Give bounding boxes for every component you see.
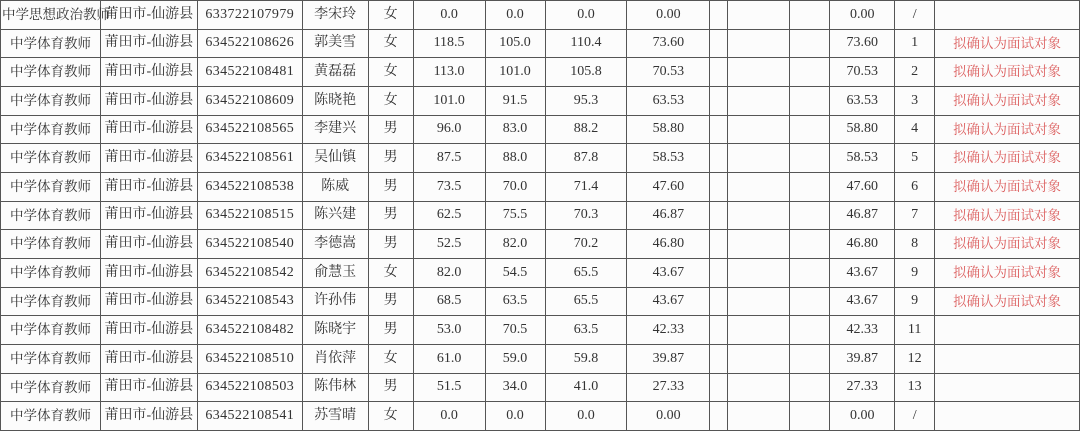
cell-empty-c[interactable] (790, 144, 830, 173)
cell-empty-a[interactable] (710, 230, 728, 259)
cell-empty-a[interactable] (710, 144, 728, 173)
cell-exam-id[interactable]: 634522108540 (197, 230, 302, 259)
score-table-body (1, 1, 1080, 431)
cell-final-score[interactable]: 63.53 (830, 86, 895, 115)
cell-position[interactable]: 中学体育教师 (1, 258, 101, 287)
cell-empty-c[interactable] (790, 344, 830, 373)
cell-name[interactable]: 陈伟林 (302, 373, 368, 402)
cell-empty-c[interactable] (790, 287, 830, 316)
cell-combined-score-100[interactable]: 0.00 (627, 402, 710, 431)
cell-combined-score-150[interactable]: 70.2 (545, 230, 627, 259)
cell-region[interactable]: 莆田市-仙游县 (100, 344, 197, 373)
cell-name[interactable]: 郭美雪 (302, 29, 368, 58)
table-row (1, 29, 1080, 58)
cell-exam-id[interactable]: 634522108609 (197, 86, 302, 115)
table-row (1, 58, 1080, 87)
cell-gender[interactable]: 女 (368, 86, 413, 115)
cell-status[interactable]: 拟确认为面试对象 (935, 258, 1080, 287)
table-row (1, 1, 1080, 30)
table-row (1, 144, 1080, 173)
cell-combined-score-150[interactable]: 59.8 (545, 344, 627, 373)
cell-interview-score[interactable]: 70.0 (485, 172, 545, 201)
cell-final-score[interactable]: 46.87 (830, 201, 895, 230)
cell-empty-a[interactable] (710, 373, 728, 402)
cell-position[interactable]: 中学思想政治教师 (1, 1, 101, 30)
cell-interview-score[interactable]: 105.0 (485, 29, 545, 58)
cell-gender[interactable]: 男 (368, 316, 413, 345)
table-row (1, 86, 1080, 115)
cell-interview-score[interactable]: 34.0 (485, 373, 545, 402)
cell-region[interactable]: 莆田市-仙游县 (100, 258, 197, 287)
cell-position[interactable]: 中学体育教师 (1, 287, 101, 316)
cell-interview-score[interactable]: 0.0 (485, 402, 545, 431)
cell-region[interactable]: 莆田市-仙游县 (100, 115, 197, 144)
cell-rank[interactable]: 13 (895, 373, 935, 402)
cell-empty-c[interactable] (790, 316, 830, 345)
cell-name[interactable]: 肖依萍 (302, 344, 368, 373)
cell-position[interactable]: 中学体育教师 (1, 402, 101, 431)
table-row (1, 287, 1080, 316)
cell-final-score[interactable]: 47.60 (830, 172, 895, 201)
cell-rank[interactable]: 6 (895, 172, 935, 201)
cell-written-score[interactable]: 53.0 (413, 316, 485, 345)
table-row (1, 373, 1080, 402)
cell-name[interactable]: 俞慧玉 (302, 258, 368, 287)
cell-empty-a[interactable] (710, 344, 728, 373)
cell-status[interactable] (935, 344, 1080, 373)
cell-rank[interactable]: 12 (895, 344, 935, 373)
cell-combined-score-150[interactable]: 87.8 (545, 144, 627, 173)
cell-final-score[interactable]: 39.87 (830, 344, 895, 373)
cell-name[interactable]: 李宋玲 (302, 1, 368, 30)
table-row (1, 344, 1080, 373)
cell-empty-b[interactable] (728, 58, 790, 87)
cell-exam-id[interactable]: 634522108482 (197, 316, 302, 345)
cell-exam-id[interactable]: 634522108541 (197, 402, 302, 431)
cell-rank[interactable]: 4 (895, 115, 935, 144)
cell-name[interactable]: 陈晓宇 (302, 316, 368, 345)
cell-gender[interactable]: 女 (368, 402, 413, 431)
cell-name[interactable]: 李建兴 (302, 115, 368, 144)
cell-combined-score-100[interactable]: 63.53 (627, 86, 710, 115)
cell-empty-c[interactable] (790, 373, 830, 402)
cell-position[interactable]: 中学体育教师 (1, 230, 101, 259)
cell-combined-score-150[interactable]: 70.3 (545, 201, 627, 230)
cell-combined-score-150[interactable]: 63.5 (545, 316, 627, 345)
cell-exam-id[interactable]: 634522108481 (197, 58, 302, 87)
cell-final-score[interactable]: 58.53 (830, 144, 895, 173)
cell-rank[interactable]: 1 (895, 29, 935, 58)
cell-region[interactable]: 莆田市-仙游县 (100, 230, 197, 259)
cell-gender[interactable]: 女 (368, 1, 413, 30)
cell-combined-score-150[interactable]: 71.4 (545, 172, 627, 201)
cell-position[interactable]: 中学体育教师 (1, 115, 101, 144)
cell-region[interactable]: 莆田市-仙游县 (100, 316, 197, 345)
cell-combined-score-100[interactable]: 0.00 (627, 1, 710, 30)
cell-combined-score-150[interactable]: 88.2 (545, 115, 627, 144)
cell-interview-score[interactable]: 101.0 (485, 58, 545, 87)
cell-empty-c[interactable] (790, 1, 830, 30)
cell-region[interactable]: 莆田市-仙游县 (100, 144, 197, 173)
cell-name[interactable]: 陈兴建 (302, 201, 368, 230)
cell-status[interactable]: 拟确认为面试对象 (935, 172, 1080, 201)
cell-status[interactable]: 拟确认为面试对象 (935, 144, 1080, 173)
cell-gender[interactable]: 男 (368, 115, 413, 144)
cell-combined-score-100[interactable]: 46.80 (627, 230, 710, 259)
cell-combined-score-150[interactable]: 65.5 (545, 287, 627, 316)
cell-status[interactable]: 拟确认为面试对象 (935, 86, 1080, 115)
cell-interview-score[interactable]: 91.5 (485, 86, 545, 115)
cell-empty-a[interactable] (710, 402, 728, 431)
cell-interview-score[interactable]: 63.5 (485, 287, 545, 316)
table-row (1, 316, 1080, 345)
cell-rank[interactable]: 9 (895, 258, 935, 287)
cell-empty-b[interactable] (728, 402, 790, 431)
cell-name[interactable]: 李德嵩 (302, 230, 368, 259)
cell-empty-b[interactable] (728, 258, 790, 287)
cell-combined-score-100[interactable]: 58.80 (627, 115, 710, 144)
cell-empty-a[interactable] (710, 172, 728, 201)
cell-name[interactable]: 苏雪晴 (302, 402, 368, 431)
cell-written-score[interactable]: 61.0 (413, 344, 485, 373)
cell-written-score[interactable]: 73.5 (413, 172, 485, 201)
table-row (1, 258, 1080, 287)
cell-empty-c[interactable] (790, 402, 830, 431)
cell-final-score[interactable]: 27.33 (830, 373, 895, 402)
cell-written-score[interactable]: 113.0 (413, 58, 485, 87)
cell-region[interactable]: 莆田市-仙游县 (100, 29, 197, 58)
cell-combined-score-100[interactable]: 70.53 (627, 58, 710, 87)
table-row (1, 201, 1080, 230)
cell-status[interactable] (935, 316, 1080, 345)
cell-status[interactable]: 拟确认为面试对象 (935, 287, 1080, 316)
cell-empty-b[interactable] (728, 1, 790, 30)
cell-exam-id[interactable]: 634522108561 (197, 144, 302, 173)
cell-status[interactable]: 拟确认为面试对象 (935, 201, 1080, 230)
cell-exam-id[interactable]: 634522108503 (197, 373, 302, 402)
cell-empty-b[interactable] (728, 230, 790, 259)
cell-exam-id[interactable]: 634522108515 (197, 201, 302, 230)
cell-region[interactable]: 莆田市-仙游县 (100, 201, 197, 230)
cell-gender[interactable]: 女 (368, 344, 413, 373)
cell-status[interactable] (935, 1, 1080, 30)
cell-status[interactable]: 拟确认为面试对象 (935, 230, 1080, 259)
cell-combined-score-100[interactable]: 73.60 (627, 29, 710, 58)
cell-written-score[interactable]: 68.5 (413, 287, 485, 316)
cell-final-score[interactable]: 43.67 (830, 287, 895, 316)
cell-final-score[interactable]: 0.00 (830, 402, 895, 431)
cell-empty-c[interactable] (790, 86, 830, 115)
cell-gender[interactable]: 男 (368, 201, 413, 230)
cell-position[interactable]: 中学体育教师 (1, 316, 101, 345)
cell-interview-score[interactable]: 83.0 (485, 115, 545, 144)
cell-written-score[interactable]: 0.0 (413, 1, 485, 30)
cell-empty-b[interactable] (728, 201, 790, 230)
cell-empty-c[interactable] (790, 58, 830, 87)
cell-gender[interactable]: 男 (368, 230, 413, 259)
cell-empty-c[interactable] (790, 172, 830, 201)
cell-empty-a[interactable] (710, 201, 728, 230)
cell-empty-c[interactable] (790, 230, 830, 259)
cell-position[interactable]: 中学体育教师 (1, 172, 101, 201)
cell-final-score[interactable]: 43.67 (830, 258, 895, 287)
cell-empty-a[interactable] (710, 287, 728, 316)
cell-written-score[interactable]: 87.5 (413, 144, 485, 173)
cell-exam-id[interactable]: 634522108565 (197, 115, 302, 144)
cell-interview-score[interactable]: 54.5 (485, 258, 545, 287)
cell-combined-score-100[interactable]: 58.53 (627, 144, 710, 173)
cell-written-score[interactable]: 101.0 (413, 86, 485, 115)
cell-status[interactable]: 拟确认为面试对象 (935, 58, 1080, 87)
cell-interview-score[interactable]: 70.5 (485, 316, 545, 345)
cell-written-score[interactable]: 52.5 (413, 230, 485, 259)
cell-combined-score-150[interactable]: 95.3 (545, 86, 627, 115)
cell-rank[interactable]: 5 (895, 144, 935, 173)
cell-written-score[interactable]: 51.5 (413, 373, 485, 402)
cell-name[interactable]: 黄磊磊 (302, 58, 368, 87)
cell-final-score[interactable]: 42.33 (830, 316, 895, 345)
cell-final-score[interactable]: 58.80 (830, 115, 895, 144)
cell-empty-a[interactable] (710, 258, 728, 287)
table-row (1, 172, 1080, 201)
cell-combined-score-100[interactable]: 43.67 (627, 287, 710, 316)
cell-region[interactable]: 莆田市-仙游县 (100, 287, 197, 316)
cell-combined-score-100[interactable]: 39.87 (627, 344, 710, 373)
cell-name[interactable]: 陈威 (302, 172, 368, 201)
table-row (1, 402, 1080, 431)
cell-combined-score-100[interactable]: 47.60 (627, 172, 710, 201)
cell-status[interactable]: 拟确认为面试对象 (935, 115, 1080, 144)
cell-combined-score-150[interactable]: 41.0 (545, 373, 627, 402)
table-row (1, 230, 1080, 259)
cell-empty-b[interactable] (728, 29, 790, 58)
cell-written-score[interactable]: 82.0 (413, 258, 485, 287)
cell-combined-score-150[interactable]: 0.0 (545, 1, 627, 30)
cell-combined-score-150[interactable]: 105.8 (545, 58, 627, 87)
cell-empty-a[interactable] (710, 86, 728, 115)
cell-empty-a[interactable] (710, 1, 728, 30)
cell-rank[interactable]: 3 (895, 86, 935, 115)
cell-exam-id[interactable]: 634522108538 (197, 172, 302, 201)
cell-combined-score-100[interactable]: 46.87 (627, 201, 710, 230)
cell-exam-id[interactable]: 634522108542 (197, 258, 302, 287)
cell-region[interactable]: 莆田市-仙游县 (100, 1, 197, 30)
cell-status[interactable]: 拟确认为面试对象 (935, 29, 1080, 58)
cell-empty-a[interactable] (710, 58, 728, 87)
cell-empty-b[interactable] (728, 172, 790, 201)
cell-empty-b[interactable] (728, 373, 790, 402)
table-row (1, 115, 1080, 144)
cell-empty-c[interactable] (790, 258, 830, 287)
cell-combined-score-150[interactable]: 65.5 (545, 258, 627, 287)
cell-rank[interactable]: / (895, 1, 935, 30)
cell-combined-score-150[interactable]: 0.0 (545, 402, 627, 431)
cell-interview-score[interactable]: 75.5 (485, 201, 545, 230)
cell-position[interactable]: 中学体育教师 (1, 29, 101, 58)
cell-combined-score-100[interactable]: 43.67 (627, 258, 710, 287)
cell-region[interactable]: 莆田市-仙游县 (100, 172, 197, 201)
cell-gender[interactable]: 女 (368, 58, 413, 87)
cell-empty-b[interactable] (728, 287, 790, 316)
cell-combined-score-100[interactable]: 42.33 (627, 316, 710, 345)
cell-rank[interactable]: 11 (895, 316, 935, 345)
cell-rank[interactable]: 9 (895, 287, 935, 316)
cell-empty-c[interactable] (790, 201, 830, 230)
cell-name[interactable]: 陈晓艳 (302, 86, 368, 115)
cell-empty-b[interactable] (728, 344, 790, 373)
cell-region[interactable]: 莆田市-仙游县 (100, 58, 197, 87)
cell-combined-score-100[interactable]: 27.33 (627, 373, 710, 402)
cell-gender[interactable]: 女 (368, 258, 413, 287)
cell-gender[interactable]: 男 (368, 172, 413, 201)
cell-written-score[interactable]: 62.5 (413, 201, 485, 230)
cell-written-score[interactable]: 96.0 (413, 115, 485, 144)
cell-gender[interactable]: 男 (368, 144, 413, 173)
cell-empty-c[interactable] (790, 115, 830, 144)
cell-position[interactable]: 中学体育教师 (1, 86, 101, 115)
cell-position[interactable]: 中学体育教师 (1, 58, 101, 87)
cell-combined-score-150[interactable]: 110.4 (545, 29, 627, 58)
cell-position[interactable]: 中学体育教师 (1, 373, 101, 402)
cell-final-score[interactable]: 0.00 (830, 1, 895, 30)
cell-final-score[interactable]: 46.80 (830, 230, 895, 259)
cell-interview-score[interactable]: 59.0 (485, 344, 545, 373)
cell-rank[interactable]: / (895, 402, 935, 431)
cell-gender[interactable]: 女 (368, 29, 413, 58)
cell-name[interactable]: 吴仙镇 (302, 144, 368, 173)
cell-exam-id[interactable]: 633722107979 (197, 1, 302, 30)
cell-exam-id[interactable]: 634522108626 (197, 29, 302, 58)
cell-interview-score[interactable]: 88.0 (485, 144, 545, 173)
cell-rank[interactable]: 2 (895, 58, 935, 87)
cell-region[interactable]: 莆田市-仙游县 (100, 86, 197, 115)
cell-written-score[interactable]: 118.5 (413, 29, 485, 58)
cell-region[interactable]: 莆田市-仙游县 (100, 373, 197, 402)
cell-final-score[interactable]: 70.53 (830, 58, 895, 87)
cell-region[interactable]: 莆田市-仙游县 (100, 402, 197, 431)
cell-exam-id[interactable]: 634522108510 (197, 344, 302, 373)
cell-empty-b[interactable] (728, 316, 790, 345)
cell-exam-id[interactable]: 634522108543 (197, 287, 302, 316)
cell-written-score[interactable]: 0.0 (413, 402, 485, 431)
cell-empty-b[interactable] (728, 144, 790, 173)
cell-position[interactable]: 中学体育教师 (1, 201, 101, 230)
cell-rank[interactable]: 7 (895, 201, 935, 230)
cell-empty-b[interactable] (728, 86, 790, 115)
cell-empty-c[interactable] (790, 29, 830, 58)
cell-empty-a[interactable] (710, 316, 728, 345)
cell-rank[interactable]: 8 (895, 230, 935, 259)
cell-status[interactable] (935, 402, 1080, 431)
cell-gender[interactable]: 男 (368, 287, 413, 316)
cell-status[interactable] (935, 373, 1080, 402)
cell-interview-score[interactable]: 82.0 (485, 230, 545, 259)
cell-gender[interactable]: 男 (368, 373, 413, 402)
cell-position[interactable]: 中学体育教师 (1, 344, 101, 373)
cell-final-score[interactable]: 73.60 (830, 29, 895, 58)
cell-empty-a[interactable] (710, 115, 728, 144)
cell-position[interactable]: 中学体育教师 (1, 144, 101, 173)
cell-interview-score[interactable]: 0.0 (485, 1, 545, 30)
cell-name[interactable]: 许孙伟 (302, 287, 368, 316)
cell-empty-a[interactable] (710, 29, 728, 58)
cell-empty-b[interactable] (728, 115, 790, 144)
